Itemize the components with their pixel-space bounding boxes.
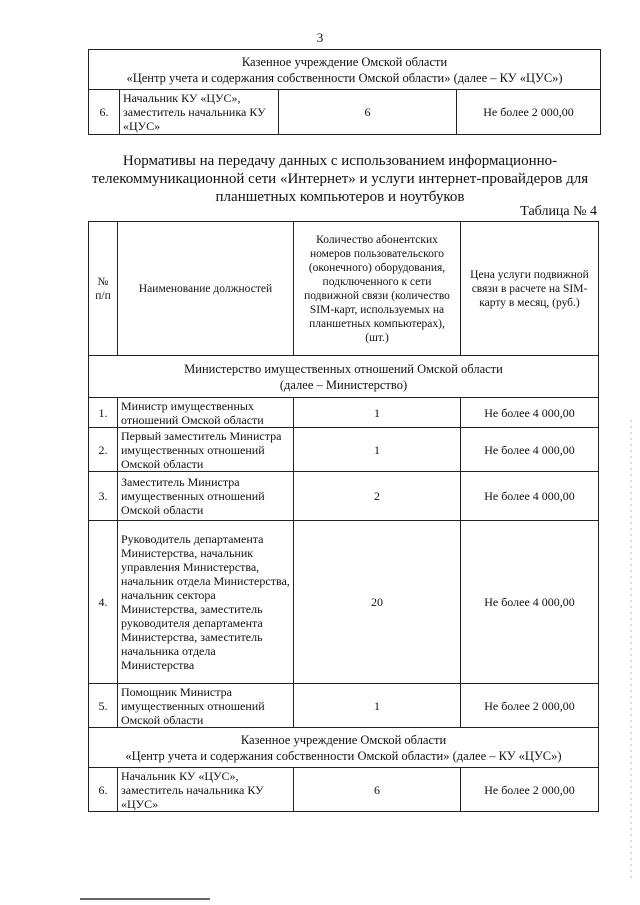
row-quantity: 1 (294, 428, 461, 472)
row-number: 2. (89, 428, 118, 472)
top-table (88, 49, 601, 135)
row-position: Первый заместитель Министра имущественных отношений Омской области (118, 428, 294, 472)
table-row (89, 472, 599, 521)
cus-line2: «Центр учета и содержания собственности Омской области» (далее – КУ «ЦУС») (125, 748, 562, 763)
cus-section-cell (89, 728, 599, 768)
top-org-cell (89, 50, 601, 90)
row-price: Не более 2 000,00 (461, 768, 599, 812)
header-row (89, 222, 599, 356)
row-position: Заместитель Министра имущественных отношений Омской области (118, 472, 294, 521)
cus-line1: Казенное учреждение Омской области (240, 732, 447, 747)
row-quantity: 20 (294, 521, 461, 684)
row-position: Начальник КУ «ЦУС», заместитель начальника КУ «ЦУС» (118, 768, 294, 812)
row-quantity: 6 (279, 90, 457, 135)
row-position: Помощник Министра имущественных отношений Омской области (118, 684, 294, 728)
header-num: № п/п (89, 222, 118, 356)
main-table (88, 221, 599, 812)
table-label: Таблица № 4 (520, 204, 597, 219)
table-row (89, 428, 599, 472)
header-price: Цена услуги подвижной связи в расчете на SIM-карту в месяц, (руб.) (461, 222, 599, 356)
row-price: Не более 4 000,00 (461, 521, 599, 684)
table-row (89, 768, 599, 812)
row-quantity: 1 (294, 398, 461, 428)
row-position: Руководитель департамента Министерства, начальник управления Министерства, начальник отдела Министерства, начальник сектора Министерства, заместитель руководителя департамента Министерства, заместитель начальника отдела Министерства (118, 521, 294, 684)
row-price: Не более 4 000,00 (461, 472, 599, 521)
row-price: Не более 4 000,00 (461, 428, 599, 472)
row-price: Не более 2 000,00 (461, 684, 599, 728)
row-number: 3. (89, 472, 118, 521)
row-number: 5. (89, 684, 118, 728)
table-row (89, 684, 599, 728)
ministry-line2: (далее – Министерство) (279, 377, 408, 392)
top-org-line2: «Центр учета и содержания собственности Омской области» (далее – КУ «ЦУС») (126, 70, 563, 85)
table-row (89, 521, 599, 684)
row-price: Не более 2 000,00 (457, 90, 601, 135)
row-quantity: 6 (294, 768, 461, 812)
table-row (89, 398, 599, 428)
table-row (89, 90, 601, 135)
ministry-section-cell (89, 356, 599, 398)
section-heading: Нормативы на передачу данных с использованием информационно-телекоммуникационной сети «Интернет» и услуги интернет-провайдеров для планшетных компьютеров и ноутбуков (91, 153, 589, 205)
row-price: Не более 4 000,00 (461, 398, 599, 428)
row-quantity: 1 (294, 684, 461, 728)
row-number: 6. (89, 768, 118, 812)
top-org-line1: Казенное учреждение Омской области (241, 54, 448, 69)
header-quantity: Количество абонентских номеров пользовательского (оконечного) оборудования, подключенного к сети подвижной связи (количество SIM-карт, используемых на планшетных компьютерах), (шт.) (294, 222, 461, 356)
row-number: 6. (89, 90, 120, 135)
row-position: Министр имущественных отношений Омской области (118, 398, 294, 428)
row-number: 4. (89, 521, 118, 684)
page-number: 3 (316, 30, 324, 45)
ministry-line1: Министерство имущественных отношений Омской области (184, 361, 503, 376)
row-number: 1. (89, 398, 118, 428)
row-position: Начальник КУ «ЦУС», заместитель начальника КУ «ЦУС» (120, 90, 279, 135)
header-position: Наименование должностей (118, 222, 294, 356)
row-quantity: 2 (294, 472, 461, 521)
